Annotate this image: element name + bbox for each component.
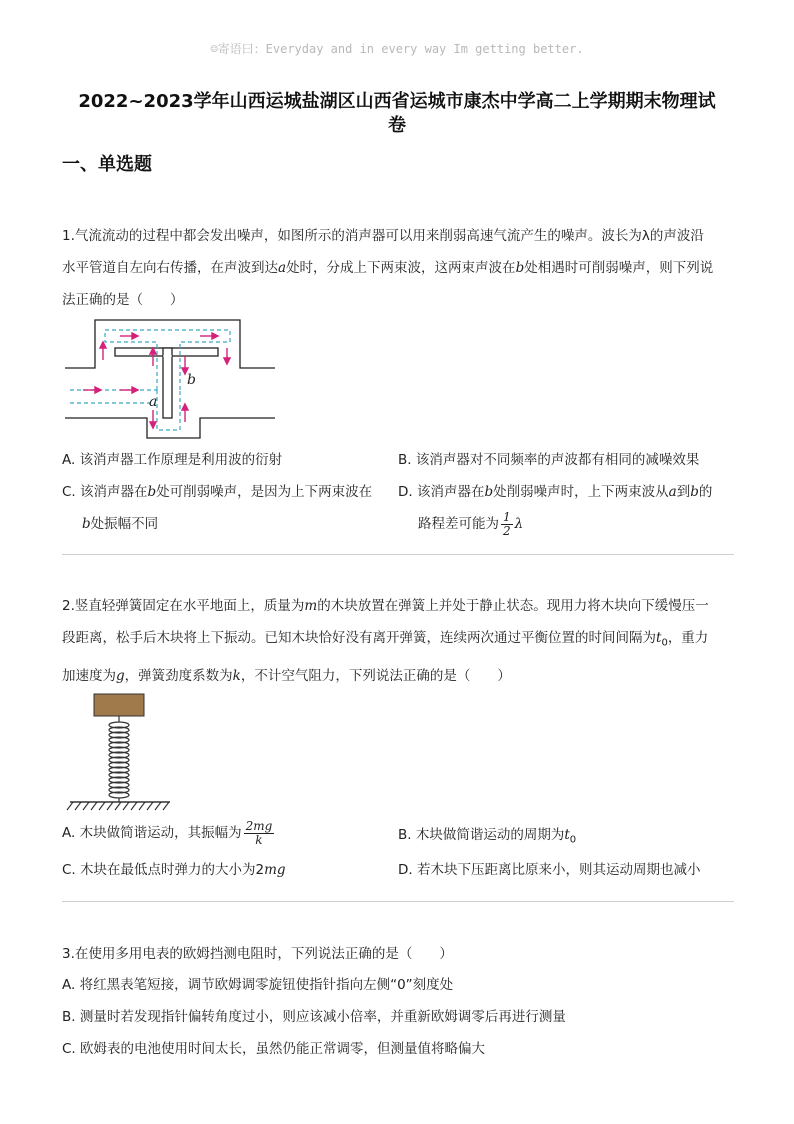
q1-line-2a: 水平管道自左向右传播，在声波到达: [62, 260, 278, 276]
question-2-stem: [62, 590, 734, 692]
q2-var-g: g: [116, 667, 125, 684]
q1-option-b[interactable]: B. 该消声器对不同频率的声波都有相同的减噪效果: [398, 452, 700, 468]
title-line-2: 卷: [388, 115, 406, 136]
q2-optb-var-t: t: [564, 827, 570, 843]
q1-optd-text-3: 到: [676, 484, 691, 500]
q3-option-c[interactable]: C. 欧姆表的电池使用时间太长，虽然仍能正常调零，但测量值将略偏大: [62, 1041, 486, 1057]
q1-optd-frac-num: 1: [503, 509, 511, 524]
q1-optc-text-3: 处振幅不同: [90, 516, 159, 532]
motto-header: ☺寄语曰：Everyday and in every way Im getting better.: [210, 42, 584, 56]
q2-line-2b: ，重力: [667, 630, 709, 646]
q2-line-2a: 段距离，松手后木块将上下振动。已知木块恰好没有离开弹簧，连续两次通过平衡位置的时间间隔为: [62, 630, 656, 646]
question-1-stem: [62, 220, 734, 316]
q1-var-b: b: [515, 260, 525, 276]
q2-line-3a: 加速度为: [62, 667, 116, 684]
q2-opta-frac-num: 2mg: [245, 818, 273, 833]
q1-optd-var-b: b: [484, 484, 494, 500]
q2-optb-var-t-sub: 0: [569, 834, 577, 846]
q1-optd-var-a: a: [668, 484, 677, 500]
q2-var-m: m: [304, 598, 318, 614]
spring-block-diagram: [65, 692, 175, 817]
q1-option-d[interactable]: [398, 476, 734, 540]
q3-option-a[interactable]: A. 将红黑表笔短接，调节欧姆调零旋钮使指针指向左侧“0”刻度处: [62, 977, 454, 993]
q2-optb-text: B. 木块做简谐运动的周期为: [398, 827, 565, 843]
q1-option-a[interactable]: A. 该消声器工作原理是利用波的衍射: [62, 452, 283, 468]
q2-optc-var-mg: mg: [264, 862, 286, 878]
q2-line-3b: ，弹簧劲度系数为: [124, 667, 233, 684]
divider-1: [62, 554, 734, 555]
q1-optd-text-2: 处削弱噪声时，上下两束波从: [493, 484, 669, 500]
q2-var-t-sub: 0: [661, 637, 668, 649]
q2-var-t: t: [656, 630, 662, 646]
divider-2: [62, 901, 734, 902]
q1-optd-text-5: 路程差可能为: [418, 516, 499, 532]
section-heading: 一、单选题: [62, 154, 152, 175]
q1-optd-frac-den: 2: [503, 523, 511, 538]
q2-opta-text: A. 木块做简谐运动，其振幅为: [62, 825, 242, 841]
q2-optc-text: C. 木块在最低点时弹力的大小为2: [62, 862, 265, 878]
q1-optc-var-b: b: [147, 484, 157, 500]
q1-optc-var-b2: b: [82, 516, 91, 532]
q1-var-a: a: [278, 260, 287, 276]
q2-opta-fraction: [244, 820, 275, 847]
q1-optd-text-4: 的: [698, 484, 713, 500]
question-3-stem: 3.在使用多用电表的欧姆挡测电阻时，下列说法正确的是（ ）: [62, 946, 453, 962]
muffler-diagram: [65, 318, 277, 443]
title-line-1: 2022~2023学年山西运城盐湖区山西省运城市康杰中学高二上学期期末物理试: [78, 91, 716, 112]
q1-line-1: 1.气流流动的过程中都会发出噪声，如图所示的消声器可以用来削弱高速气流产生的噪声。波长为λ的声波沿: [62, 228, 704, 244]
q1-optc-text-1: C. 该消声器在: [62, 484, 148, 500]
page-title: [50, 90, 744, 138]
q1-optd-lambda: λ: [514, 516, 524, 532]
q2-line-1a: 2.竖直轻弹簧固定在水平地面上，质量为: [62, 598, 305, 614]
fig-label-a: a: [149, 394, 158, 410]
q1-optc-text-2: 处可削弱噪声，是因为上下两束波在: [156, 484, 373, 500]
q2-option-d[interactable]: D. 若木块下压距离比原来小，则其运动周期也减小: [398, 862, 701, 878]
q2-option-b[interactable]: [398, 820, 576, 856]
q1-line-2b: 处时，分成上下两束波，这两束声波在: [286, 260, 516, 276]
q2-var-k: k: [232, 667, 241, 684]
q1-option-c[interactable]: [62, 476, 392, 540]
q1-line-2c: 处相遇时可削弱噪声，则下列说: [524, 260, 714, 276]
q2-line-3c: ，不计空气阻力，下列说法正确的是（ ）: [240, 667, 511, 684]
q3-option-b[interactable]: B. 测量时若发现指针偏转角度过小，则应该减小倍率，并重新欧姆调零后再进行测量: [62, 1009, 566, 1025]
q1-optd-var-b2: b: [690, 484, 699, 500]
fig-label-b: b: [187, 372, 196, 388]
q2-option-c[interactable]: [62, 855, 286, 885]
q2-opta-frac-den: k: [255, 832, 263, 847]
q1-optd-fraction: [501, 511, 513, 538]
q1-optd-text-1: D. 该消声器在: [398, 484, 485, 500]
q1-line-3: 法正确的是（ ）: [62, 292, 184, 308]
q2-option-a[interactable]: [62, 818, 276, 848]
q2-line-1b: 的木块放置在弹簧上并处于静止状态。现用力将木块向下缓慢压一: [317, 598, 709, 614]
